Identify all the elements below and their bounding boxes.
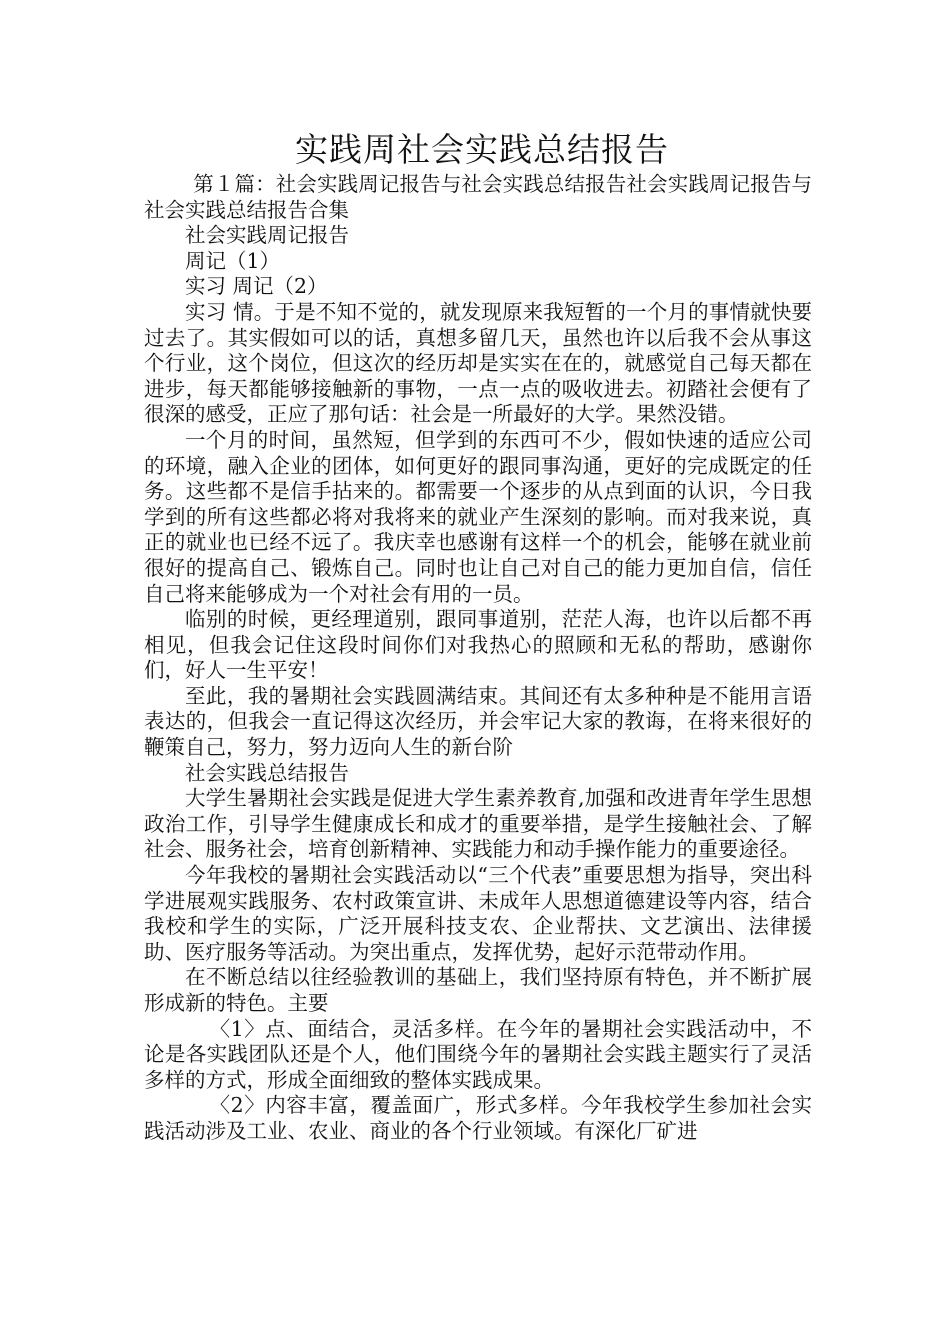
paragraph: 社会实践周记报告: [185, 223, 349, 248]
paragraph: 周记（1）: [185, 248, 281, 273]
paragraph: 至此，我的暑期社会实践圆满结束。其间还有太多种种是不能用言语表达的，但我会一直记得这次经历，并会牢记大家的教诲，在将来很好的鞭策自己，努力，努力迈向人生的新台阶: [144, 683, 812, 760]
paragraph: 在不断总结以往经验教训的基础上，我们坚持原有特色，并不断扩展形成新的特色。主要: [144, 965, 812, 1015]
paragraph: 实习 周记（2）: [185, 274, 328, 299]
paragraph: 大学生暑期社会实践是促进大学生素养教育,加强和改进青年学生思想政治工作，引导学生健康成长和成才的重要举措，是学生接触社会、了解社会、服务社会，培育创新精神、实践能力和动手操作能力的重要途径。: [144, 786, 812, 862]
paragraph: 〈1〉点、面结合，灵活多样。在今年的暑期社会实践活动中，不论是各实践团队还是个人，他们围绕今年的暑期社会实践主题实行了灵活多样的方式，形成全面细致的整体实践成果。: [144, 1016, 812, 1092]
document-title: 实践周社会实践总结报告: [295, 130, 669, 169]
document-page: [144, 128, 812, 1145]
paragraph: 临别的时候，更经理道别，跟同事道别，茫茫人海，也许以后都不再相见，但我会记住这段时间你们对我热心的照顾和无私的帮助，感谢你们，好人一生平安！: [144, 607, 812, 683]
document-body: [144, 172, 812, 1145]
paragraph: 实习 情。于是不知不觉的，就发现原来我短暂的一个月的事情就快要过去了。其实假如可以的话，真想多留几天，虽然也许以后我不会从事这个行业，这个岗位，但这次的经历却是实实在在的，就感觉自己每天都在进步，每天都能够接触新的事物，一点一点的吸收进去。初踏社会便有了很深的感受，正应了那句话：社会是一所最好的大学。果然没错。: [144, 299, 812, 427]
paragraph: 社会实践总结报告: [185, 760, 349, 785]
paragraph: 〈2〉内容丰富，覆盖面广，形式多样。今年我校学生参加社会实践活动涉及工业、农业、商业的各个行业领域。有深化厂矿进: [144, 1093, 812, 1143]
paragraph: 今年我校的暑期社会实践活动以“三个代表”重要思想为指导，突出科学进展观实践服务、农村政策宣讲、未成年人思想道德建设等内容，结合我校和学生的实际，广泛开展科技支农、企业帮扶、文艺演出、法律援助、医疗服务等活动。为突出重点，发挥优势，起好示范带动作用。: [144, 863, 812, 964]
paragraph: 一个月的时间，虽然短，但学到的东西可不少，假如快速的适应公司的环境，融入企业的团体，如何更好的跟同事沟通，更好的完成既定的任务。这些都不是信手拈来的。都需要一个逐步的从点到面的认识，今日我学到的所有这些都必将对我将来的就业产生深刻的影响。而对我来说，真正的就业也已经不远了。我庆幸也感谢有这样一个的机会，能够在就业前很好的提高自己、锻炼自己。同时也让自己对自己的能力更加自信，信任自己将来能够成为一个对社会有用的一员。: [144, 427, 812, 606]
paragraph: 第１篇：社会实践周记报告与社会实践总结报告社会实践周记报告与社会实践总结报告合集: [144, 172, 812, 222]
